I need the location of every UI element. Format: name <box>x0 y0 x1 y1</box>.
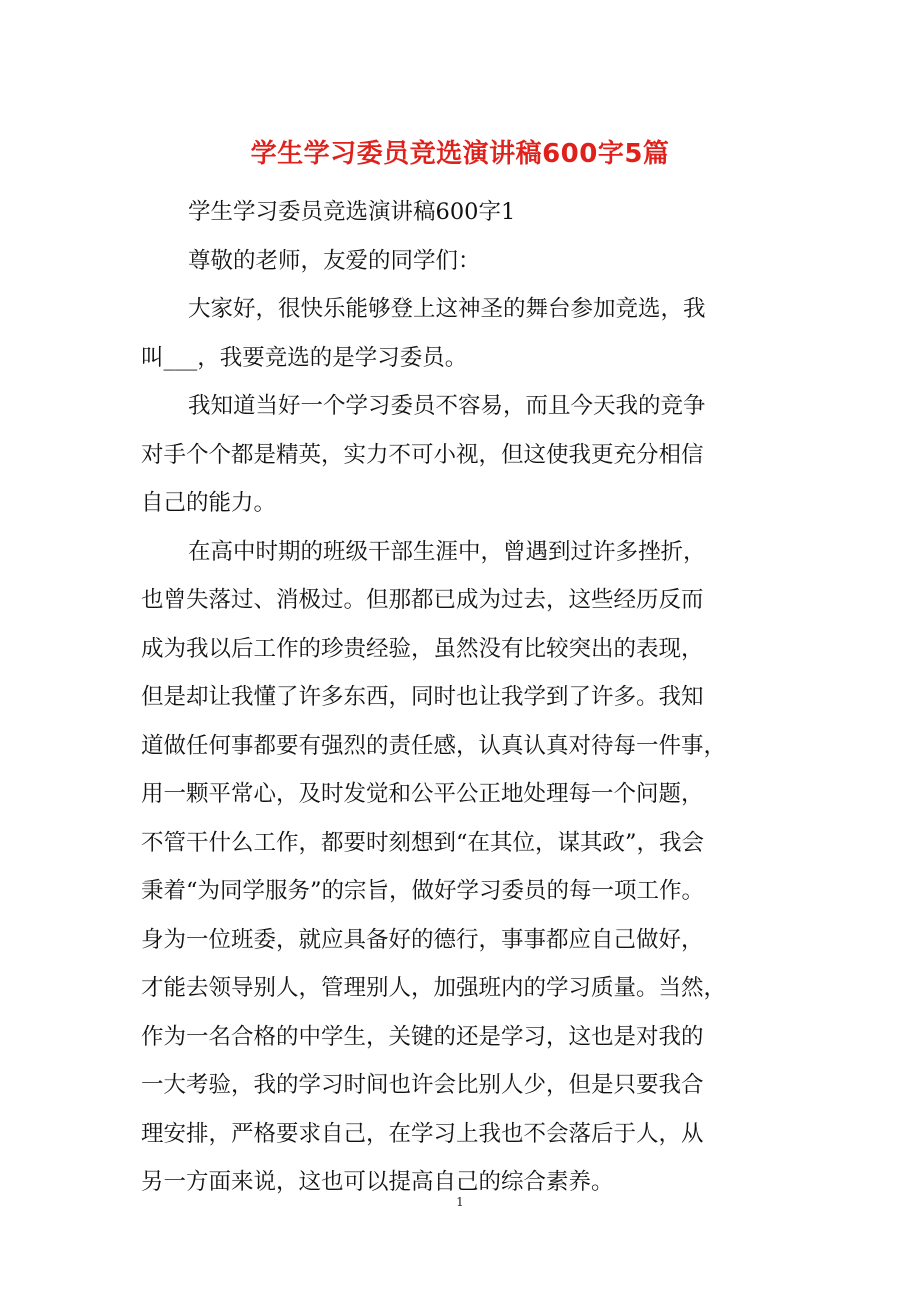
paragraph-line: 自己的能力。 <box>141 490 277 516</box>
paragraph-line: 叫___，我要竞选的是学习委员。 <box>141 344 468 371</box>
paragraph-line: 但是却让我懂了许多东西，同时也让我学到了许多。我知 <box>141 684 704 710</box>
paragraph-line: 我知道当好一个学习委员不容易，而且今天我的竞争 <box>188 393 706 419</box>
paragraph-line: 另一方面来说，这也可以提高自己的综合素养。 <box>141 1169 614 1195</box>
paragraph-line: 大家好，很快乐能够登上这神圣的舞台参加竞选，我 <box>188 296 706 322</box>
paragraph-line: 理安排，严格要求自己，在学习上我也不会落后于人，从 <box>141 1120 704 1147</box>
salutation-line: 尊敬的老师，友爱的同学们： <box>188 247 481 274</box>
paragraph-line: 才能去领导别人，管理别人，加强班内的学习质量。当然， <box>141 975 727 1001</box>
page-number: 1 <box>456 1195 464 1209</box>
paragraph-line: 作为一名合格的中学生，关键的还是学习，这也是对我的 <box>141 1023 704 1050</box>
paragraph-line: 也曾失落过、消极过。但那都已成为过去，这些经历反而 <box>141 587 704 613</box>
document-title: 学生学习委员竞选演讲稿600字5篇 <box>250 139 670 169</box>
paragraph-line: 对手个个都是精英，实力不可小视，但这使我更充分相信 <box>141 441 704 468</box>
document-body <box>141 188 771 1207</box>
paragraph-line: 用一颗平常心，及时发觉和公平公正地处理每一个问题， <box>141 781 704 807</box>
paragraph-line: 在高中时期的班级干部生涯中，曾遇到过许多挫折， <box>188 538 706 565</box>
paragraph-line: 秉着“为同学服务”的宗旨，做好学习委员的每一项工作。 <box>141 878 705 904</box>
paragraph-line: 成为我以后工作的珍贵经验，虽然没有比较突出的表现， <box>141 635 704 662</box>
paragraph-line: 道做任何事都要有强烈的责任感，认真认真对待每一件事， <box>141 732 727 759</box>
paragraph-line: 不管干什么工作，都要时刻想到“在其位，谋其政”，我会 <box>141 829 705 856</box>
paragraph-line: 身为一位班委，就应具备好的德行，事事都应自己做好， <box>141 926 704 953</box>
paragraph-line: 一大考验，我的学习时间也许会比别人少，但是只要我合 <box>141 1072 704 1098</box>
subtitle-line: 学生学习委员竞选演讲稿600字1 <box>188 199 516 225</box>
